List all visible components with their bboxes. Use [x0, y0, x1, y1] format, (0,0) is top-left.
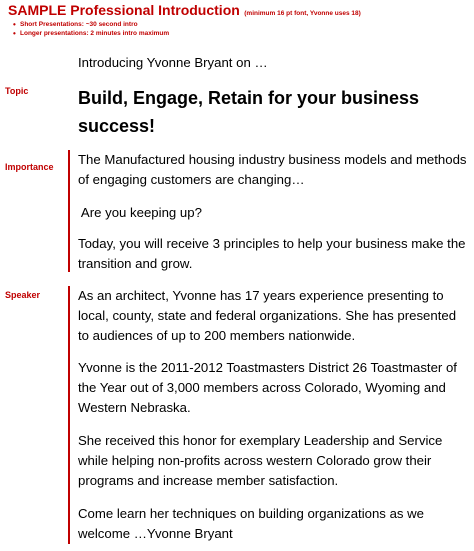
- topic-text: Build, Engage, Retain for your business success!: [78, 88, 420, 136]
- intro-line: Introducing Yvonne Bryant on …: [78, 55, 268, 70]
- guideline-long: • Longer presentations: 2 minutes intro maximum: [20, 29, 470, 38]
- speaker-label: Speaker: [5, 290, 41, 300]
- document-title: SAMPLE Professional Introduction: [8, 2, 240, 18]
- speaker-paragraph-3: She received this honor for exemplary Leadership and Service while helping non-profits across western Colorado grow their programs and increase member satisfaction.: [78, 433, 443, 488]
- speaker-paragraph-2: Yvonne is the 2011-2012 Toastmasters District 26 Toastmaster of the Year out of 3,000 members across Colorado, Wyoming and Western Nebraska.: [78, 360, 457, 415]
- guideline-short: • Short Presentations: ~30 second intro: [20, 20, 470, 29]
- speaker-paragraph-4: Come learn her techniques on building organizations as we welcome …Yvonne Bryant: [78, 506, 425, 541]
- document-header: [8, 2, 470, 38]
- guideline-list: [8, 20, 470, 38]
- importance-paragraph-1: The Manufactured housing industry business models and methods of engaging customers are changing…: [78, 152, 467, 187]
- importance-paragraph-3: Today, you will receive 3 principles to help your business make the transition and grow.: [78, 236, 466, 271]
- importance-paragraph-2: Are you keeping up?: [78, 205, 202, 220]
- importance-label: Importance: [5, 162, 54, 172]
- title-line: [8, 2, 470, 20]
- speaker-divider: [68, 286, 70, 544]
- topic-label: Topic: [5, 86, 29, 96]
- speaker-paragraph-1: As an architect, Yvonne has 17 years experience presenting to local, county, state and federal organizations. She has presented to audiences of up to 200 members nationwide.: [78, 288, 457, 343]
- importance-divider: [68, 150, 70, 272]
- font-size-note: (minimum 16 pt font, Yvonne uses 18): [244, 10, 361, 17]
